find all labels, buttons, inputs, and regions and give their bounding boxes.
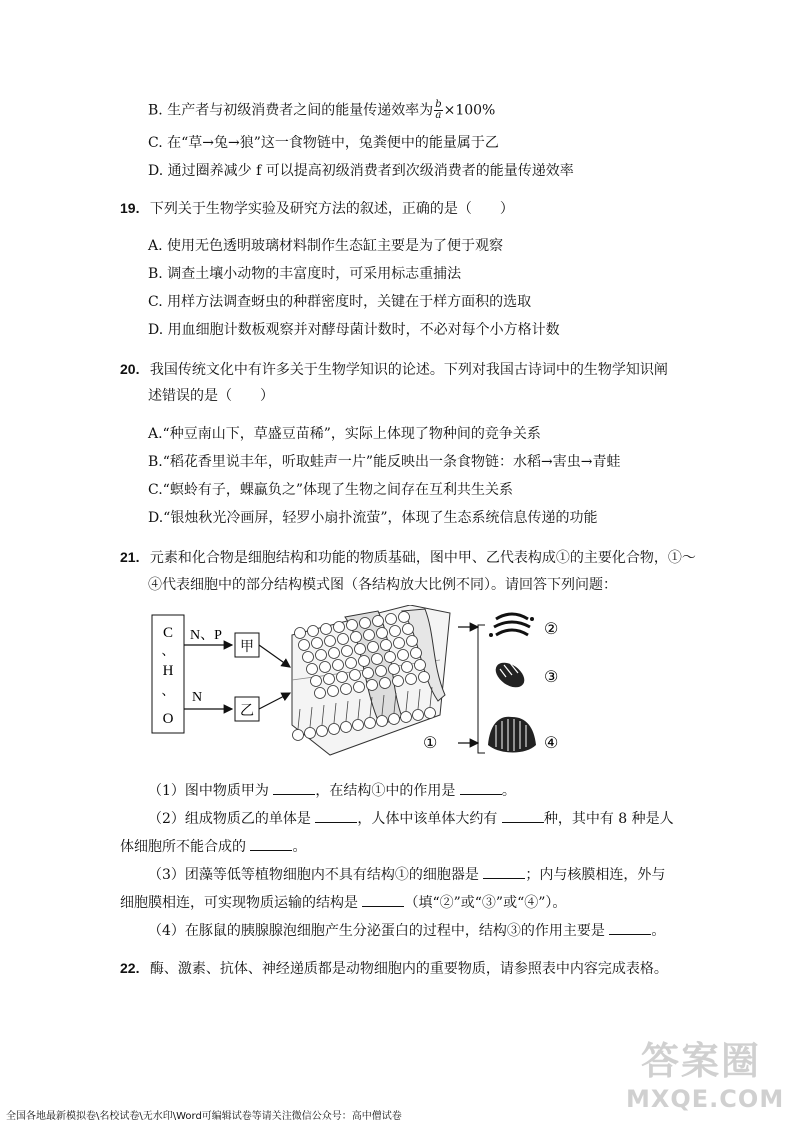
phospholipid-head: [334, 622, 345, 633]
phospholipid-head: [393, 676, 404, 687]
phospholipid-head: [317, 726, 328, 737]
phospholipid-head: [373, 616, 384, 627]
phospholipid-head: [381, 640, 392, 651]
phospholipid-head: [372, 654, 383, 665]
q21-stem-line1: 21. 元素和化合物是细胞结构和功能的物质基础，图中甲、乙代表构成①的主要化合物，①～: [120, 549, 696, 566]
phospholipid-head: [413, 710, 424, 721]
phospholipid-head: [359, 656, 370, 667]
phospholipid-head: [305, 728, 316, 739]
q20-option-d: D.“银烛秋光冷画屏，轻罗小扇扑流萤”，体现了生态系统信息传递的功能: [148, 510, 598, 526]
phospholipid-head: [321, 624, 332, 635]
phospholipid-head: [394, 638, 405, 649]
structure-4-label: ④: [544, 733, 559, 752]
phospholipid-head: [315, 688, 326, 699]
element-c: C: [162, 625, 174, 641]
q20-option-a: A.“种豆南山下，草盛豆苗稀”，实际上体现了物种间的竞争关系: [148, 426, 541, 442]
answer-blank[interactable]: [502, 808, 544, 823]
answer-blank[interactable]: [609, 920, 651, 935]
phospholipid-head: [399, 612, 410, 623]
phospholipid-head: [350, 670, 361, 681]
q19-stem: 19. 下列关于生物学实验及研究方法的叙述，正确的是（ ）: [120, 200, 514, 217]
element-sep: 、: [161, 684, 175, 699]
phospholipid-head: [329, 724, 340, 735]
element-o: O: [162, 711, 174, 727]
phospholipid-head: [360, 618, 371, 629]
phospholipid-head: [324, 674, 335, 685]
structure-1-label: ①: [423, 733, 438, 752]
arrow-jia-to-membrane: [259, 645, 290, 667]
phospholipid-head: [353, 720, 364, 731]
answer-blank[interactable]: [315, 808, 357, 823]
phospholipid-head: [311, 676, 322, 687]
q19-option-c: C. 用样方法调查蚜虫的种群密度时，关键在于样方面积的选取: [148, 294, 532, 310]
arrow-yi-to-membrane: [259, 693, 290, 709]
phospholipid-head: [402, 662, 413, 673]
phospholipid-head: [295, 628, 306, 639]
yi-label: 乙: [240, 703, 254, 719]
phospholipid-head: [364, 630, 375, 641]
q22-stem: 22. 酶、激素、抗体、神经递质都是动物细胞内的重要物质，请参照表中内容完成表格。: [120, 960, 668, 977]
question-number: 22.: [120, 960, 140, 976]
phospholipid-head: [316, 650, 327, 661]
phospholipid-head: [389, 714, 400, 725]
q20-option-c: C.“螟蛉有子，蜾蠃负之”体现了生物之间存在互利共生关系: [148, 482, 513, 498]
q21-sub2-line1: （2）组成物质乙的单体是 ，人体中该单体大约有 种，其中有 8 种是人: [148, 808, 674, 829]
phospholipid-head: [406, 674, 417, 685]
phospholipid-head: [363, 668, 374, 679]
q21-sub1: （1）图中物质甲为 ，在结构①中的作用是 。: [148, 780, 516, 801]
phospholipid-head: [390, 626, 401, 637]
phospholipid-head: [377, 716, 388, 727]
structure-3-label: ③: [544, 667, 559, 686]
phospholipid-head: [299, 640, 310, 651]
phospholipid-head: [308, 626, 319, 637]
element-h: H: [162, 663, 174, 679]
phospholipid-head: [312, 638, 323, 649]
phospholipid-head: [368, 642, 379, 653]
q21-sub3-line2: 细胞膜相连，可实现物质运输的结构是 （填“②”或“③”或“④”）。: [120, 892, 566, 913]
phospholipid-head: [365, 718, 376, 729]
phospholipid-head: [385, 652, 396, 663]
q20-stem-line1: 20. 我国传统文化中有许多关于生物学知识的论述。下列对我国古诗词中的生物学知识阐: [120, 361, 668, 378]
phospholipid-head: [338, 634, 349, 645]
n-label: N: [192, 690, 203, 705]
phospholipid-head: [419, 672, 430, 683]
phospholipid-head: [303, 652, 314, 663]
phospholipid-head: [367, 680, 378, 691]
endoplasmic-reticulum-icon: [488, 717, 536, 753]
answer-blank[interactable]: [483, 864, 525, 879]
phospholipid-head: [342, 646, 353, 657]
phospholipid-head: [411, 648, 422, 659]
phospholipid-head: [377, 628, 388, 639]
phospholipid-head: [425, 708, 436, 719]
q21-stem-line2: ④代表细胞中的部分结构模式图（各结构放大比例不同）。请回答下列问题：: [148, 577, 617, 593]
answer-blank[interactable]: [250, 836, 292, 851]
phospholipid-head: [401, 712, 412, 723]
phospholipid-head: [341, 722, 352, 733]
answer-blank[interactable]: [362, 892, 404, 907]
answer-blank[interactable]: [460, 780, 502, 795]
page-footer: 全国各地最新模拟卷\名校试卷\无水印\Word可编辑试卷等请关注微信公众号：高中僧试卷: [6, 1111, 402, 1122]
q21-sub3-line1: （3）团藻等低等植物细胞内不具有结构①的细胞器是 ；内与核膜相连，外与: [148, 864, 665, 885]
golgi-apparatus-icon: [489, 614, 534, 637]
phospholipid-head: [346, 658, 357, 669]
fraction-b-over-a: $\frac{b}{a}$: [435, 99, 442, 121]
cell-structure-figure: [140, 605, 570, 770]
np-label: N、P: [190, 628, 222, 643]
phospholipid-head: [355, 644, 366, 655]
phospholipid-head: [354, 682, 365, 693]
bracket: [478, 625, 485, 753]
phospholipid-head: [386, 614, 397, 625]
mitochondrion-icon: [491, 658, 529, 693]
q18-option-c: C. 在“草→兔→狼”这一食物链中，兔粪便中的能量属于乙: [148, 135, 499, 151]
q19-option-a: A. 使用无色透明玻璃材料制作生态缸主要是为了便于观察: [148, 238, 504, 254]
q21-sub4: （4）在豚鼠的胰腺腺泡细胞产生分泌蛋白的过程中，结构③的作用主要是 。: [148, 920, 665, 941]
phospholipid-head: [389, 664, 400, 675]
phospholipid-head: [328, 686, 339, 697]
phospholipid-head: [329, 648, 340, 659]
q18-option-d: D. 通过圈养减少 f 可以提高初级消费者到次级消费者的能量传递效率: [148, 163, 574, 179]
phospholipid-head: [337, 672, 348, 683]
answer-blank[interactable]: [273, 780, 315, 795]
jia-label: 甲: [240, 639, 254, 655]
q18-option-b: B. 生产者与初级消费者之间的能量传递效率为 $\frac{b}{a}$ ×100%: [148, 99, 496, 121]
phospholipid-head: [403, 624, 414, 635]
q19-option-b: B. 调查土壤小动物的丰富度时，可采用标志重捕法: [148, 266, 462, 282]
phospholipid-head: [333, 660, 344, 671]
q19-option-d: D. 用血细胞计数板观察并对酵母菌计数时，不必对每个小方格计数: [148, 322, 560, 338]
question-number: 20.: [120, 361, 140, 377]
element-sep: 、: [161, 644, 175, 659]
phospholipid-head: [407, 636, 418, 647]
phospholipid-head: [380, 678, 391, 689]
phospholipid-head: [415, 660, 426, 671]
phospholipid-head: [320, 662, 331, 673]
phospholipid-head: [347, 620, 358, 631]
phospholipid-head: [325, 636, 336, 647]
structure-2-label: ②: [544, 619, 559, 638]
watermark-logo: 答案圈 MXQE.COM: [626, 1039, 785, 1113]
phospholipid-head: [293, 730, 304, 741]
phospholipid-head: [341, 684, 352, 695]
question-number: 21.: [120, 549, 140, 565]
phospholipid-head: [351, 632, 362, 643]
phospholipid-head: [307, 664, 318, 675]
q20-stem-line2: 述错误的是（ ）: [148, 388, 274, 404]
question-number: 19.: [120, 200, 140, 216]
phospholipid-head: [398, 650, 409, 661]
q20-option-b: B.“稻花香里说丰年，听取蛙声一片”能反映出一条食物链：水稻→害虫→青蛙: [148, 454, 621, 470]
phospholipid-head: [376, 666, 387, 677]
q21-sub2-line2: 体细胞所不能合成的 。: [120, 836, 306, 857]
